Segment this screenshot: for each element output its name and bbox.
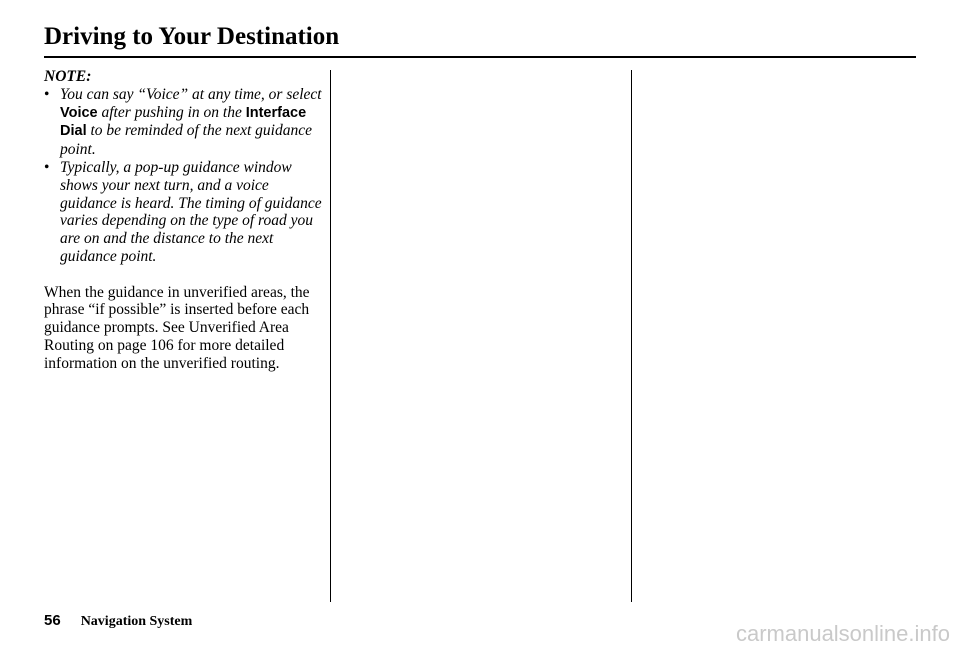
note-bullet-voice — [44, 86, 326, 159]
note-bullet-text: Typically, a pop-up guidance window shows your next turn, and a voice guidance is heard. The timing of guidance varies depending on the type of road you are on and the distance to the next guidance point. — [60, 158, 322, 265]
bullet-icon: • — [44, 158, 50, 176]
body-paragraph: When the guidance in unverified areas, the phrase “if possible” is inserted before each guidance prompts. See Unverified Area Routing on page 106 for more detailed information on the unverified routing. — [44, 283, 310, 372]
left-column — [44, 68, 326, 373]
column-divider-right — [631, 70, 632, 602]
interface-dial-term: Interface Dial — [60, 104, 307, 140]
note-bullet-text: to be reminded of the next guidance point. — [60, 122, 312, 159]
page-title: Driving to Your Destination — [44, 23, 340, 50]
note-bullet-text: after pushing in on the — [97, 103, 246, 121]
bullet-icon: • — [44, 85, 50, 103]
column-divider-left — [330, 70, 331, 602]
header-rule — [44, 56, 916, 58]
page-footer — [44, 612, 192, 634]
note-bullet-guidance — [44, 159, 326, 266]
voice-term: Voice — [60, 104, 98, 121]
footer-section-label: Navigation System — [80, 614, 193, 629]
watermark: carmanualsonline.info — [735, 621, 950, 646]
note-list — [44, 86, 326, 266]
note-bullet-text: You can say “Voice” at any time, or select — [60, 85, 322, 103]
note-label: NOTE: — [44, 68, 92, 85]
page-number: 56 — [44, 612, 61, 629]
